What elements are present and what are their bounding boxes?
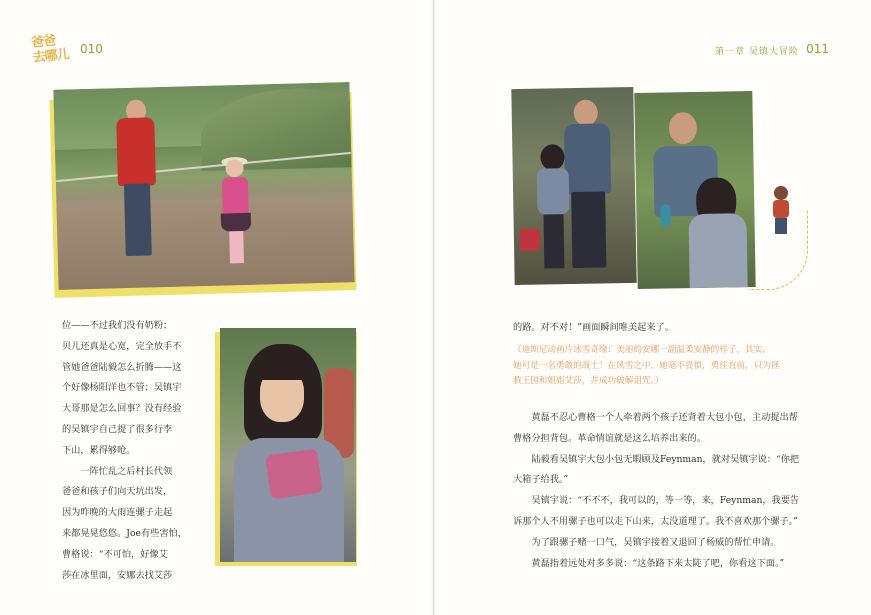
text-line: 一阵忙乱之后村长代领 xyxy=(80,465,173,477)
series-logo xyxy=(32,34,80,68)
right-text-top xyxy=(513,318,813,339)
figurine-illustration xyxy=(770,186,792,236)
text-line: 来都晃晃悠悠。Joe有些害怕， xyxy=(62,527,187,539)
text-line: 陆毅看吴镇宇大包小包无暇顾及Feynman，就对吴镇宇说：“你把 xyxy=(531,453,800,465)
text-line: 曹格说：“不可怕，好像艾 xyxy=(62,548,168,560)
text-line: 下山，累得够呛。 xyxy=(62,444,136,456)
text-line: 贝儿还真是心宽，完全放手不 xyxy=(62,340,182,352)
text-line: 黄磊指着远处对多多说：“这条路下来太陡了吧，你看这下面。” xyxy=(531,557,785,569)
text-line: 大箱子给我。” xyxy=(513,474,569,486)
text-line: 吴镇宇说：“不不不，我可以的，等一等，来，Feynman，我要告 xyxy=(531,495,800,507)
right-page-number: 011 xyxy=(806,42,829,56)
tip-line: 救王国和姐姐艾莎，并成功破解诅咒。） xyxy=(513,376,664,386)
tip-line: 她可是一名勇敢的战士！在风雪之中，她毫不畏惧，勇往直前，只为拯 xyxy=(513,360,780,371)
text-line: 管她爸爸陆毅怎么折腾——这 xyxy=(62,361,182,373)
left-page-number: 010 xyxy=(80,42,103,56)
text-line: 为了跟骡子赌一口气，吴镇宇接着又退回了杨威的帮忙申请。 xyxy=(531,536,780,548)
tip-annotation xyxy=(513,343,813,390)
text-line: 的吴镇宇自己提了很多行李 xyxy=(62,423,173,435)
photo-father-daughter-path xyxy=(511,87,636,285)
text-line: 诉那个人不用骡子也可以走下山来，太没道理了。我不喜欢那个骡子。” xyxy=(513,515,798,527)
text-line: 莎在冰里面，安娜去找艾莎 xyxy=(62,569,173,581)
left-text-column xyxy=(62,316,194,586)
photo-girl-with-bag xyxy=(220,328,356,562)
right-text-body xyxy=(513,408,813,574)
text-line: 因为昨晚的大雨连骡子走起 xyxy=(62,507,173,519)
text-line: 黄磊不忍心曹格一个人牵着两个孩子还背着大包小包，主动提出帮 xyxy=(531,412,798,423)
photo-father-daughter-hillside xyxy=(53,82,354,290)
photo-father-daughter-field xyxy=(634,91,755,289)
text-line: 爸爸和孩子们向天坑出发， xyxy=(62,486,173,498)
text-line: 个好像杨阳洋也不管；吴镇宇 xyxy=(62,382,182,394)
logo-line-1: 爸爸 xyxy=(30,33,56,51)
chapter-title: 第一章 吴镇大冒险 xyxy=(715,47,799,57)
logo-line-2: 去哪儿 xyxy=(32,47,70,66)
text-line: 曹格分担背包。革命情谊就是这么培养出来的。 xyxy=(513,432,706,444)
text-line: 的路。对不对！”画面瞬间唯美起来了。 xyxy=(513,322,674,333)
tip-line: （迪斯尼动画片冰雪奇缘：美丽的安娜一副温柔安静的样子，其实， xyxy=(513,345,771,355)
text-line: 大哥那是怎么回事？没有经验 xyxy=(62,403,182,415)
text-line: 位——不过我们没有奶粉； xyxy=(62,320,173,331)
